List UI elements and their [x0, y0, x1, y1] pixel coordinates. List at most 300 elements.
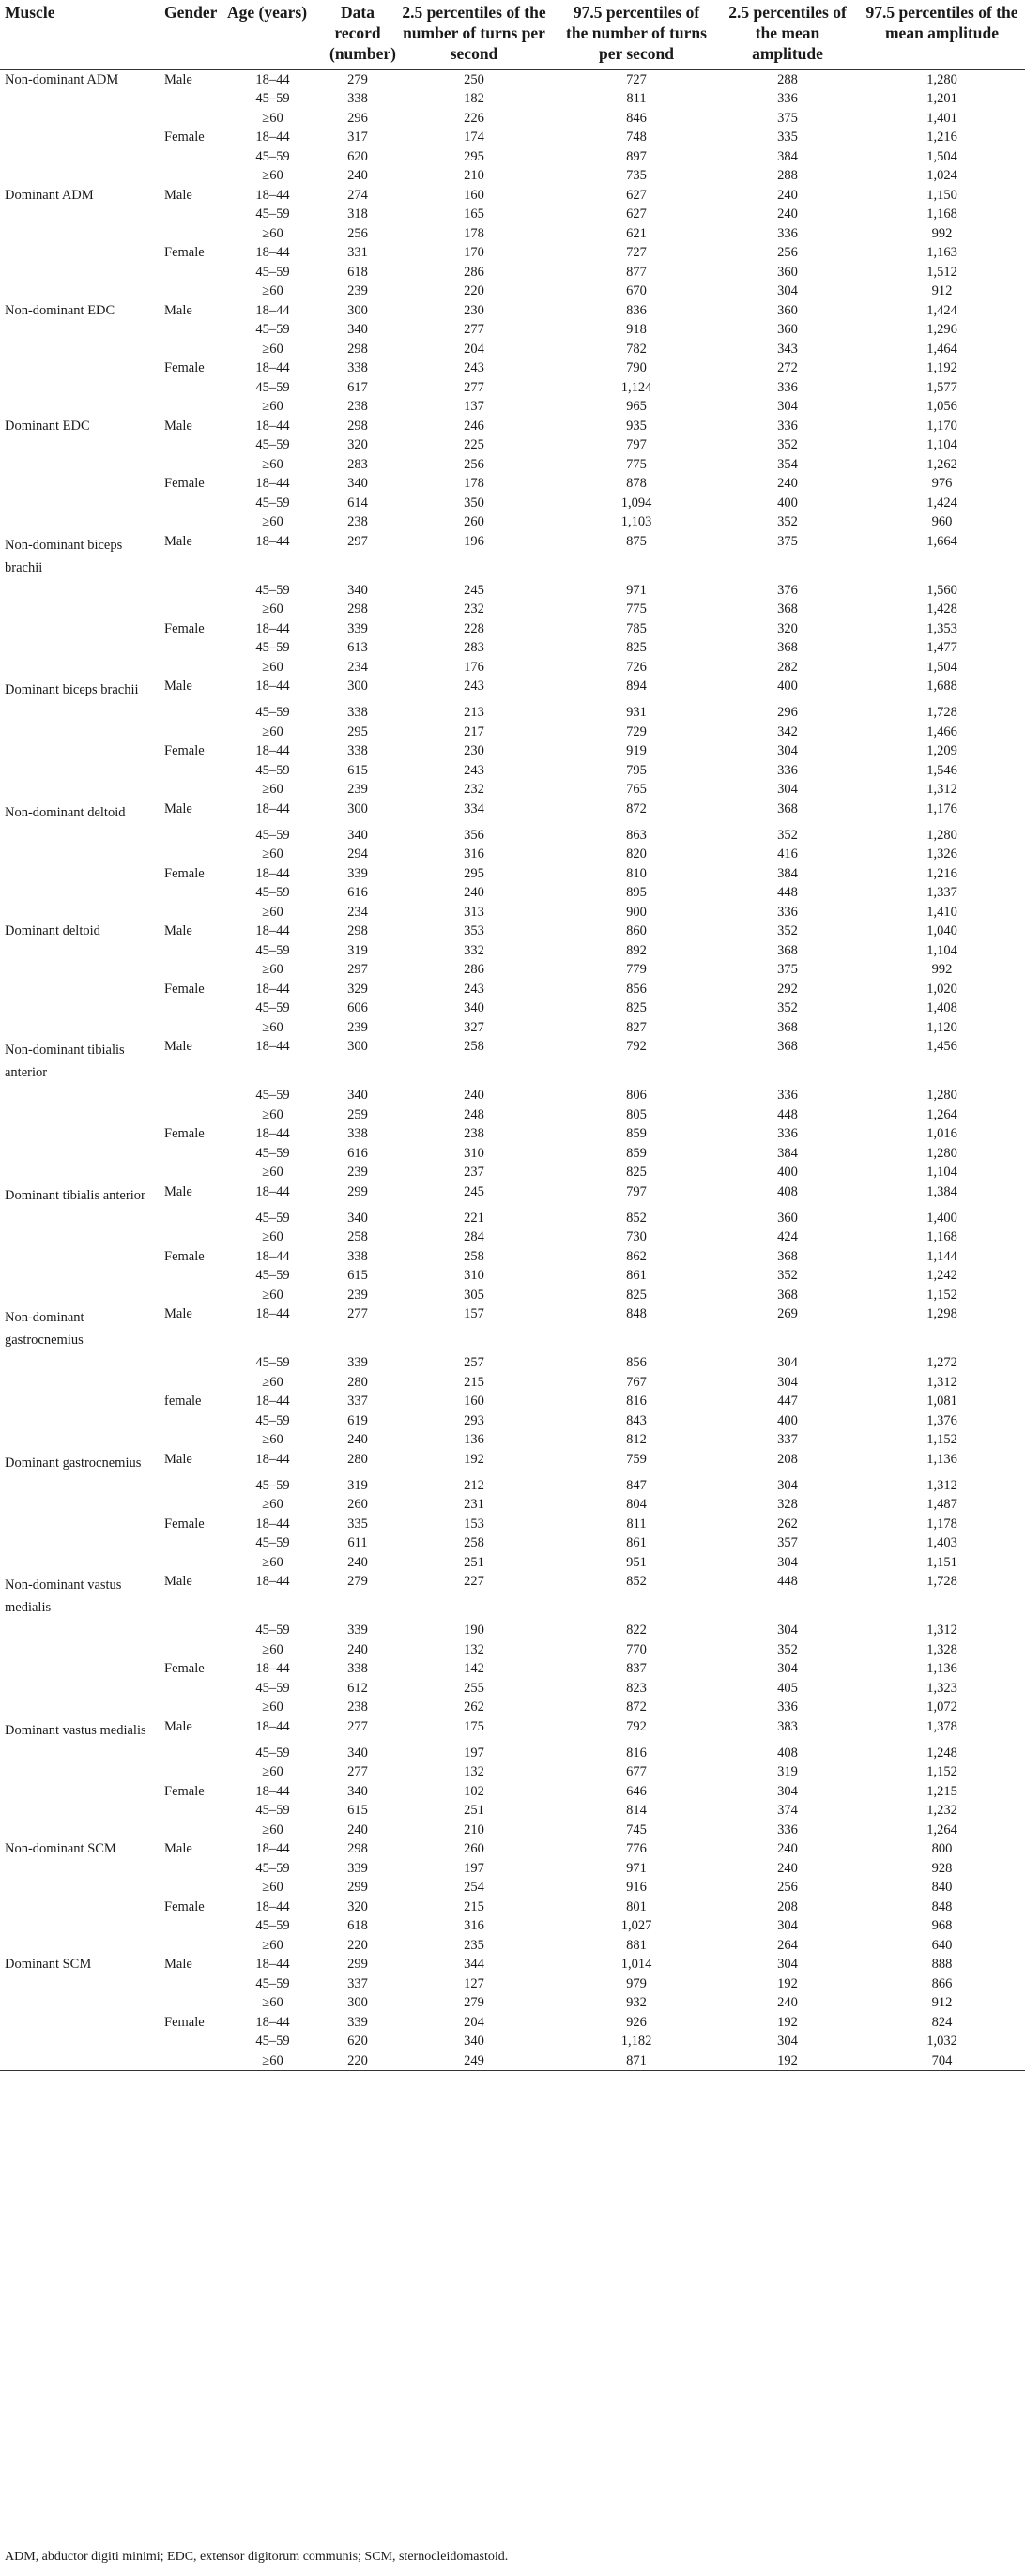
cell-data-record: 238 [347, 399, 368, 414]
cell-amplitude-p97-5: 992 [931, 962, 953, 977]
cell-muscle [0, 89, 162, 109]
cell-turns-p97-5: 804 [626, 1497, 647, 1512]
cell-amplitude-p97-5: 1,464 [926, 341, 957, 357]
cell-amplitude-p97-5: 1,201 [926, 91, 957, 106]
cell-gender [162, 703, 222, 723]
table-row [0, 455, 1025, 475]
table-row [0, 1411, 1025, 1431]
cell-age: 18–44 [255, 620, 290, 636]
cell-data-record: 606 [347, 1000, 368, 1015]
table-row [0, 494, 1025, 513]
cell-data-record: 239 [347, 1287, 368, 1303]
cell-amplitude-p97-5: 1,192 [926, 360, 957, 375]
cell-gender [162, 205, 222, 224]
cell-muscle [0, 1974, 162, 1994]
cell-age: ≥60 [262, 1641, 283, 1657]
cell-turns-p97-5: 816 [626, 1394, 647, 1409]
cell-turns-p97-5: 861 [626, 1268, 647, 1283]
table-row [0, 1515, 1025, 1534]
cell-muscle-label: Non-dominant tibialis anterior [5, 1043, 125, 1080]
cell-turns-p2-5: 350 [464, 495, 484, 511]
cell-turns-p97-5: 730 [626, 1229, 647, 1244]
cell-muscle [0, 619, 162, 639]
cell-data-record: 338 [347, 1126, 368, 1141]
cell-turns-p97-5: 770 [626, 1641, 647, 1657]
cell-turns-p2-5: 277 [464, 379, 484, 395]
cell-age: ≥60 [262, 962, 283, 977]
cell-turns-p2-5: 295 [464, 865, 484, 881]
table-row [0, 532, 1025, 581]
cell-turns-p97-5: 646 [626, 1783, 647, 1799]
cell-data-record: 283 [347, 456, 368, 472]
table-row [0, 800, 1025, 826]
cell-age: ≥60 [262, 659, 283, 675]
table-row [0, 1037, 1025, 1086]
cell-muscle [0, 638, 162, 658]
cell-data-record: 298 [347, 418, 368, 434]
cell-turns-p2-5: 332 [464, 942, 484, 958]
table-row [0, 922, 1025, 941]
cell-age: 18–44 [255, 923, 290, 938]
cell-turns-p2-5: 178 [464, 225, 484, 241]
cell-amplitude-p97-5: 1,577 [926, 379, 957, 395]
table-row [0, 703, 1025, 723]
cell-turns-p97-5: 790 [626, 360, 647, 375]
cell-gender [162, 826, 222, 846]
cell-turns-p2-5: 258 [464, 1248, 484, 1264]
cell-turns-p2-5: 254 [464, 1880, 484, 1895]
cell-amplitude-p2-5: 337 [777, 1432, 798, 1447]
cell-muscle-label: Non-dominant biceps brachii [5, 537, 123, 575]
cell-data-record: 240 [347, 1432, 368, 1447]
cell-age: 18–44 [255, 1039, 290, 1054]
cell-muscle [0, 1286, 162, 1305]
cell-data-record: 340 [347, 1210, 368, 1226]
cell-amplitude-p97-5: 1,408 [926, 1000, 957, 1015]
cell-age: 18–44 [255, 1451, 290, 1467]
cell-age: 45–59 [255, 1535, 290, 1550]
cell-data-record: 259 [347, 1106, 368, 1122]
cell-gender [162, 340, 222, 359]
cell-amplitude-p97-5: 1,264 [926, 1821, 957, 1837]
cell-muscle [0, 109, 162, 129]
cell-turns-p2-5: 142 [464, 1661, 484, 1676]
cell-gender: Female [164, 130, 205, 145]
cell-amplitude-p97-5: 848 [931, 1898, 953, 1914]
cell-amplitude-p97-5: 1,312 [926, 782, 957, 797]
cell-turns-p97-5: 776 [626, 1841, 647, 1856]
cell-amplitude-p97-5: 1,401 [926, 110, 957, 126]
cell-turns-p97-5: 745 [626, 1821, 647, 1837]
cell-turns-p2-5: 102 [464, 1783, 484, 1799]
cell-amplitude-p97-5: 1,428 [926, 602, 957, 617]
cell-turns-p97-5: 856 [626, 1355, 647, 1370]
cell-amplitude-p2-5: 262 [777, 1516, 798, 1532]
cell-gender [162, 1744, 222, 1763]
cell-amplitude-p97-5: 1,376 [926, 1412, 957, 1428]
cell-data-record: 277 [347, 1306, 368, 1321]
cell-age: ≥60 [262, 846, 283, 861]
cell-data-record: 612 [347, 1680, 368, 1696]
cell-data-record: 338 [347, 705, 368, 720]
table-row [0, 1495, 1025, 1515]
cell-data-record: 295 [347, 724, 368, 739]
cell-data-record: 240 [347, 1821, 368, 1837]
cell-turns-p97-5: 852 [626, 1574, 647, 1589]
cell-muscle [0, 845, 162, 864]
cell-turns-p2-5: 221 [464, 1210, 484, 1226]
cell-turns-p2-5: 157 [464, 1306, 484, 1321]
cell-amplitude-p2-5: 304 [777, 2034, 798, 2049]
cell-amplitude-p2-5: 354 [777, 456, 798, 472]
cell-age: 18–44 [255, 245, 290, 260]
cell-data-record: 240 [347, 168, 368, 183]
table-body [0, 70, 1025, 2071]
cell-amplitude-p97-5: 1,216 [926, 130, 957, 145]
cell-amplitude-p2-5: 375 [777, 110, 798, 126]
cell-data-record: 298 [347, 923, 368, 938]
table-row [0, 600, 1025, 619]
cell-age: ≥60 [262, 1937, 283, 1953]
cell-turns-p2-5: 243 [464, 762, 484, 778]
table-row [0, 1839, 1025, 1859]
cell-age: ≥60 [262, 283, 283, 298]
cell-amplitude-p2-5: 400 [777, 495, 798, 511]
cell-muscle [0, 263, 162, 282]
cell-turns-p97-5: 916 [626, 1880, 647, 1895]
cell-turns-p2-5: 215 [464, 1898, 484, 1914]
header-muscle: Muscle [5, 3, 55, 22]
cell-gender [162, 1163, 222, 1182]
cell-amplitude-p2-5: 304 [777, 1477, 798, 1493]
cell-amplitude-p97-5: 1,020 [926, 981, 957, 997]
cell-age: ≥60 [262, 1019, 283, 1035]
cell-turns-p97-5: 825 [626, 640, 647, 655]
table-row [0, 1450, 1025, 1476]
cell-data-record: 340 [347, 1088, 368, 1103]
cell-amplitude-p2-5: 376 [777, 582, 798, 598]
cell-turns-p97-5: 779 [626, 962, 647, 977]
cell-data-record: 338 [347, 1248, 368, 1264]
cell-age: 18–44 [255, 1661, 290, 1676]
cell-age: 45–59 [255, 379, 290, 395]
cell-turns-p2-5: 165 [464, 206, 484, 221]
cell-gender [162, 1373, 222, 1393]
table-row [0, 166, 1025, 186]
cell-amplitude-p97-5: 1,298 [926, 1306, 957, 1321]
cell-amplitude-p2-5: 408 [777, 1745, 798, 1761]
cell-gender [162, 166, 222, 186]
cell-muscle [0, 2051, 162, 2071]
header-data-record: Data record (number) [329, 3, 396, 63]
cell-turns-p97-5: 932 [626, 1995, 647, 2010]
cell-age: ≥60 [262, 1995, 283, 2010]
cell-data-record: 240 [347, 1554, 368, 1570]
cell-data-record: 317 [347, 130, 368, 145]
cell-muscle [0, 455, 162, 475]
cell-turns-p2-5: 310 [464, 1145, 484, 1161]
table-row [0, 1163, 1025, 1182]
cell-amplitude-p97-5: 1,546 [926, 762, 957, 778]
cell-age: 45–59 [255, 942, 290, 958]
cell-muscle [0, 397, 162, 417]
table-row [0, 741, 1025, 761]
cell-amplitude-p2-5: 368 [777, 640, 798, 655]
cell-amplitude-p97-5: 1,326 [926, 846, 957, 861]
cell-age: 45–59 [255, 705, 290, 720]
cell-turns-p2-5: 182 [464, 91, 484, 106]
table-row [0, 1744, 1025, 1763]
cell-turns-p2-5: 249 [391, 2051, 557, 2071]
cell-age: ≥60 [262, 110, 283, 126]
cell-amplitude-p97-5: 1,504 [926, 148, 957, 164]
cell-amplitude-p97-5: 866 [931, 1975, 953, 1991]
cell-turns-p2-5: 226 [464, 110, 484, 126]
cell-turns-p2-5: 237 [464, 1165, 484, 1180]
cell-amplitude-p2-5: 208 [777, 1898, 798, 1914]
table-row [0, 128, 1025, 147]
cell-turns-p97-5: 806 [626, 1088, 647, 1103]
cell-turns-p97-5: 859 [626, 1145, 647, 1161]
cell-data-record: 339 [347, 1860, 368, 1876]
table-row [0, 883, 1025, 903]
cell-turns-p97-5: 935 [626, 418, 647, 434]
cell-amplitude-p97-5: 1,104 [926, 942, 957, 958]
table-row [0, 960, 1025, 980]
cell-age: ≥60 [262, 1432, 283, 1447]
cell-gender: Male [164, 533, 192, 549]
cell-muscle [0, 1916, 162, 1936]
cell-amplitude-p97-5: 1,209 [926, 743, 957, 758]
cell-gender: Female [164, 1516, 205, 1532]
table-row [0, 263, 1025, 282]
cell-amplitude-p2-5: 383 [777, 1718, 798, 1734]
cell-turns-p97-5: 1,124 [620, 379, 652, 395]
header-turns-p97-5: 97.5 percentiles of the number of turns per second [566, 3, 707, 63]
cell-data-record: 339 [347, 620, 368, 636]
cell-turns-p2-5: 255 [464, 1680, 484, 1696]
cell-turns-p97-5: 825 [626, 1165, 647, 1180]
cell-turns-p97-5: 860 [626, 923, 647, 938]
cell-data-record: 339 [347, 1355, 368, 1370]
table-row [0, 1821, 1025, 1840]
cell-amplitude-p97-5: 1,378 [926, 1718, 957, 1734]
table-row [0, 1878, 1025, 1898]
cell-turns-p97-5: 759 [626, 1451, 647, 1467]
cell-turns-p97-5: 900 [626, 904, 647, 920]
cell-turns-p2-5: 262 [464, 1700, 484, 1715]
cell-gender: female [164, 1394, 202, 1409]
cell-amplitude-p2-5: 264 [777, 1937, 798, 1953]
cell-data-record: 298 [347, 1841, 368, 1856]
cell-data-record: 339 [347, 1623, 368, 1638]
cell-gender [162, 723, 222, 742]
cell-muscle [0, 1621, 162, 1640]
table-row [0, 1086, 1025, 1105]
table-row [0, 581, 1025, 601]
cell-turns-p97-5: 931 [626, 705, 647, 720]
cell-turns-p97-5: 782 [626, 341, 647, 357]
cell-muscle-label: Dominant tibialis anterior [5, 1187, 145, 1203]
cell-gender [162, 1993, 222, 2013]
cell-age: 18–44 [255, 187, 290, 203]
cell-amplitude-p2-5: 408 [777, 1183, 798, 1199]
cell-amplitude-p2-5: 384 [777, 865, 798, 881]
cell-turns-p97-5: 775 [626, 456, 647, 472]
table-row [0, 474, 1025, 494]
cell-amplitude-p2-5: 335 [777, 130, 798, 145]
cell-data-record: 300 [347, 678, 368, 694]
cell-amplitude-p2-5: 357 [777, 1535, 798, 1550]
cell-age: 45–59 [255, 1860, 290, 1876]
cell-amplitude-p97-5: 1,353 [926, 620, 957, 636]
cell-gender [162, 2051, 222, 2071]
cell-data-record: 299 [347, 1183, 368, 1199]
cell-muscle [0, 998, 162, 1018]
cell-amplitude-p2-5: 256 [777, 1880, 798, 1895]
cell-data-record: 319 [347, 942, 368, 958]
cell-amplitude-p97-5: 1,136 [926, 1661, 957, 1676]
cell-gender: Female [164, 743, 205, 758]
cell-turns-p2-5: 248 [464, 1106, 484, 1122]
cell-turns-p97-5: 823 [626, 1680, 647, 1696]
cell-muscle [0, 1801, 162, 1821]
cell-amplitude-p2-5: 240 [777, 476, 798, 491]
cell-turns-p2-5: 305 [464, 1287, 484, 1303]
cell-amplitude-p97-5: 1,280 [926, 827, 957, 843]
cell-amplitude-p97-5: 1,456 [926, 1039, 957, 1054]
cell-data-record: 274 [347, 187, 368, 203]
cell-turns-p97-5: 726 [626, 659, 647, 675]
cell-age: 45–59 [255, 827, 290, 843]
cell-turns-p97-5: 827 [626, 1019, 647, 1035]
cell-amplitude-p97-5: 1,504 [926, 659, 957, 675]
cell-data-record: 299 [347, 1957, 368, 1972]
cell-amplitude-p97-5: 1,403 [926, 1535, 957, 1550]
cell-gender [162, 1266, 222, 1286]
cell-turns-p97-5: 862 [626, 1248, 647, 1264]
cell-amplitude-p2-5: 304 [777, 1918, 798, 1933]
cell-gender [162, 845, 222, 864]
cell-amplitude-p2-5: 304 [777, 1623, 798, 1638]
cell-turns-p97-5: 897 [626, 148, 647, 164]
cell-data-record: 294 [347, 846, 368, 861]
cell-muscle [0, 1266, 162, 1286]
cell-muscle-label: Dominant biceps brachii [5, 682, 139, 697]
cell-turns-p97-5: 863 [626, 827, 647, 843]
table-row [0, 1353, 1025, 1373]
cell-turns-p97-5: 1,094 [620, 495, 652, 511]
cell-amplitude-p97-5: 960 [931, 514, 953, 529]
cell-age: 18–44 [255, 302, 290, 318]
cell-data-record: 297 [347, 533, 368, 549]
cell-data-record: 615 [347, 762, 368, 778]
table-row [0, 1974, 1025, 1994]
cell-muscle [0, 378, 162, 398]
cell-turns-p2-5: 313 [464, 904, 484, 920]
cell-amplitude-p2-5: 336 [777, 379, 798, 395]
cell-data-record: 620 [347, 2034, 368, 2049]
table-row [0, 761, 1025, 781]
cell-data-record: 338 [347, 91, 368, 106]
cell-turns-p97-5: 872 [626, 800, 647, 816]
cell-gender [162, 263, 222, 282]
header-age: Age (years) [227, 3, 308, 22]
cell-data-record: 331 [347, 245, 368, 260]
cell-age: 18–44 [255, 981, 290, 997]
cell-amplitude-p97-5: 1,262 [926, 456, 957, 472]
cell-age: 45–59 [255, 1355, 290, 1370]
cell-amplitude-p2-5: 368 [777, 800, 798, 816]
cell-age: 45–59 [255, 1680, 290, 1696]
cell-gender [162, 998, 222, 1018]
cell-turns-p2-5: 170 [464, 245, 484, 260]
cell-amplitude-p2-5: 343 [777, 341, 798, 357]
cell-turns-p97-5: 735 [626, 168, 647, 183]
cell-turns-p97-5: 859 [626, 1126, 647, 1141]
cell-muscle [0, 1679, 162, 1699]
cell-amplitude-p97-5: 1,424 [926, 302, 957, 318]
cell-turns-p97-5: 814 [626, 1803, 647, 1818]
cell-turns-p97-5: 792 [626, 1718, 647, 1734]
cell-amplitude-p97-5: 1,178 [926, 1516, 957, 1532]
cell-gender: Female [164, 865, 205, 881]
cell-amplitude-p97-5: 1,120 [926, 1019, 957, 1035]
cell-turns-p97-5: 627 [626, 187, 647, 203]
cell-gender [162, 581, 222, 601]
cell-turns-p97-5: 894 [626, 678, 647, 694]
cell-amplitude-p97-5: 1,280 [926, 1145, 957, 1161]
cell-data-record: 339 [347, 2014, 368, 2030]
cell-muscle-label: Non-dominant deltoid [5, 804, 126, 820]
cell-muscle [0, 677, 162, 703]
cell-muscle: Non-dominant ADM [5, 72, 119, 87]
cell-amplitude-p2-5: 336 [777, 762, 798, 778]
cell-gender [162, 89, 222, 109]
cell-data-record: 340 [347, 1783, 368, 1799]
cell-gender [162, 1018, 222, 1038]
cell-gender [162, 147, 222, 167]
cell-muscle [0, 1037, 162, 1086]
cell-turns-p2-5: 344 [464, 1957, 484, 1972]
cell-data-record: 337 [347, 1975, 368, 1991]
cell-data-record: 239 [347, 283, 368, 298]
cell-turns-p2-5: 316 [464, 1918, 484, 1933]
cell-turns-p97-5: 795 [626, 762, 647, 778]
cell-gender: Male [164, 1039, 192, 1054]
cell-age: ≥60 [262, 1764, 283, 1779]
cell-turns-p97-5: 627 [626, 206, 647, 221]
cell-amplitude-p2-5: 352 [777, 514, 798, 529]
table-row [0, 1717, 1025, 1744]
cell-age: ≥60 [262, 1374, 283, 1390]
cell-amplitude-p2-5: 360 [777, 1210, 798, 1226]
cell-turns-p2-5: 250 [464, 72, 484, 87]
cell-gender [162, 1621, 222, 1640]
cell-muscle [0, 960, 162, 980]
cell-turns-p97-5: 1,014 [620, 1957, 652, 1972]
cell-turns-p97-5: 825 [626, 1000, 647, 1015]
cell-gender [162, 455, 222, 475]
cell-turns-p2-5: 136 [464, 1432, 484, 1447]
cell-data-record: 340 [347, 1745, 368, 1761]
cell-amplitude-p2-5: 319 [777, 1764, 798, 1779]
cell-turns-p2-5: 190 [464, 1623, 484, 1638]
cell-age: ≥60 [262, 1497, 283, 1512]
cell-amplitude-p97-5: 1,016 [926, 1126, 957, 1141]
cell-data-record: 279 [347, 1574, 368, 1589]
cell-age: 45–59 [255, 1210, 290, 1226]
